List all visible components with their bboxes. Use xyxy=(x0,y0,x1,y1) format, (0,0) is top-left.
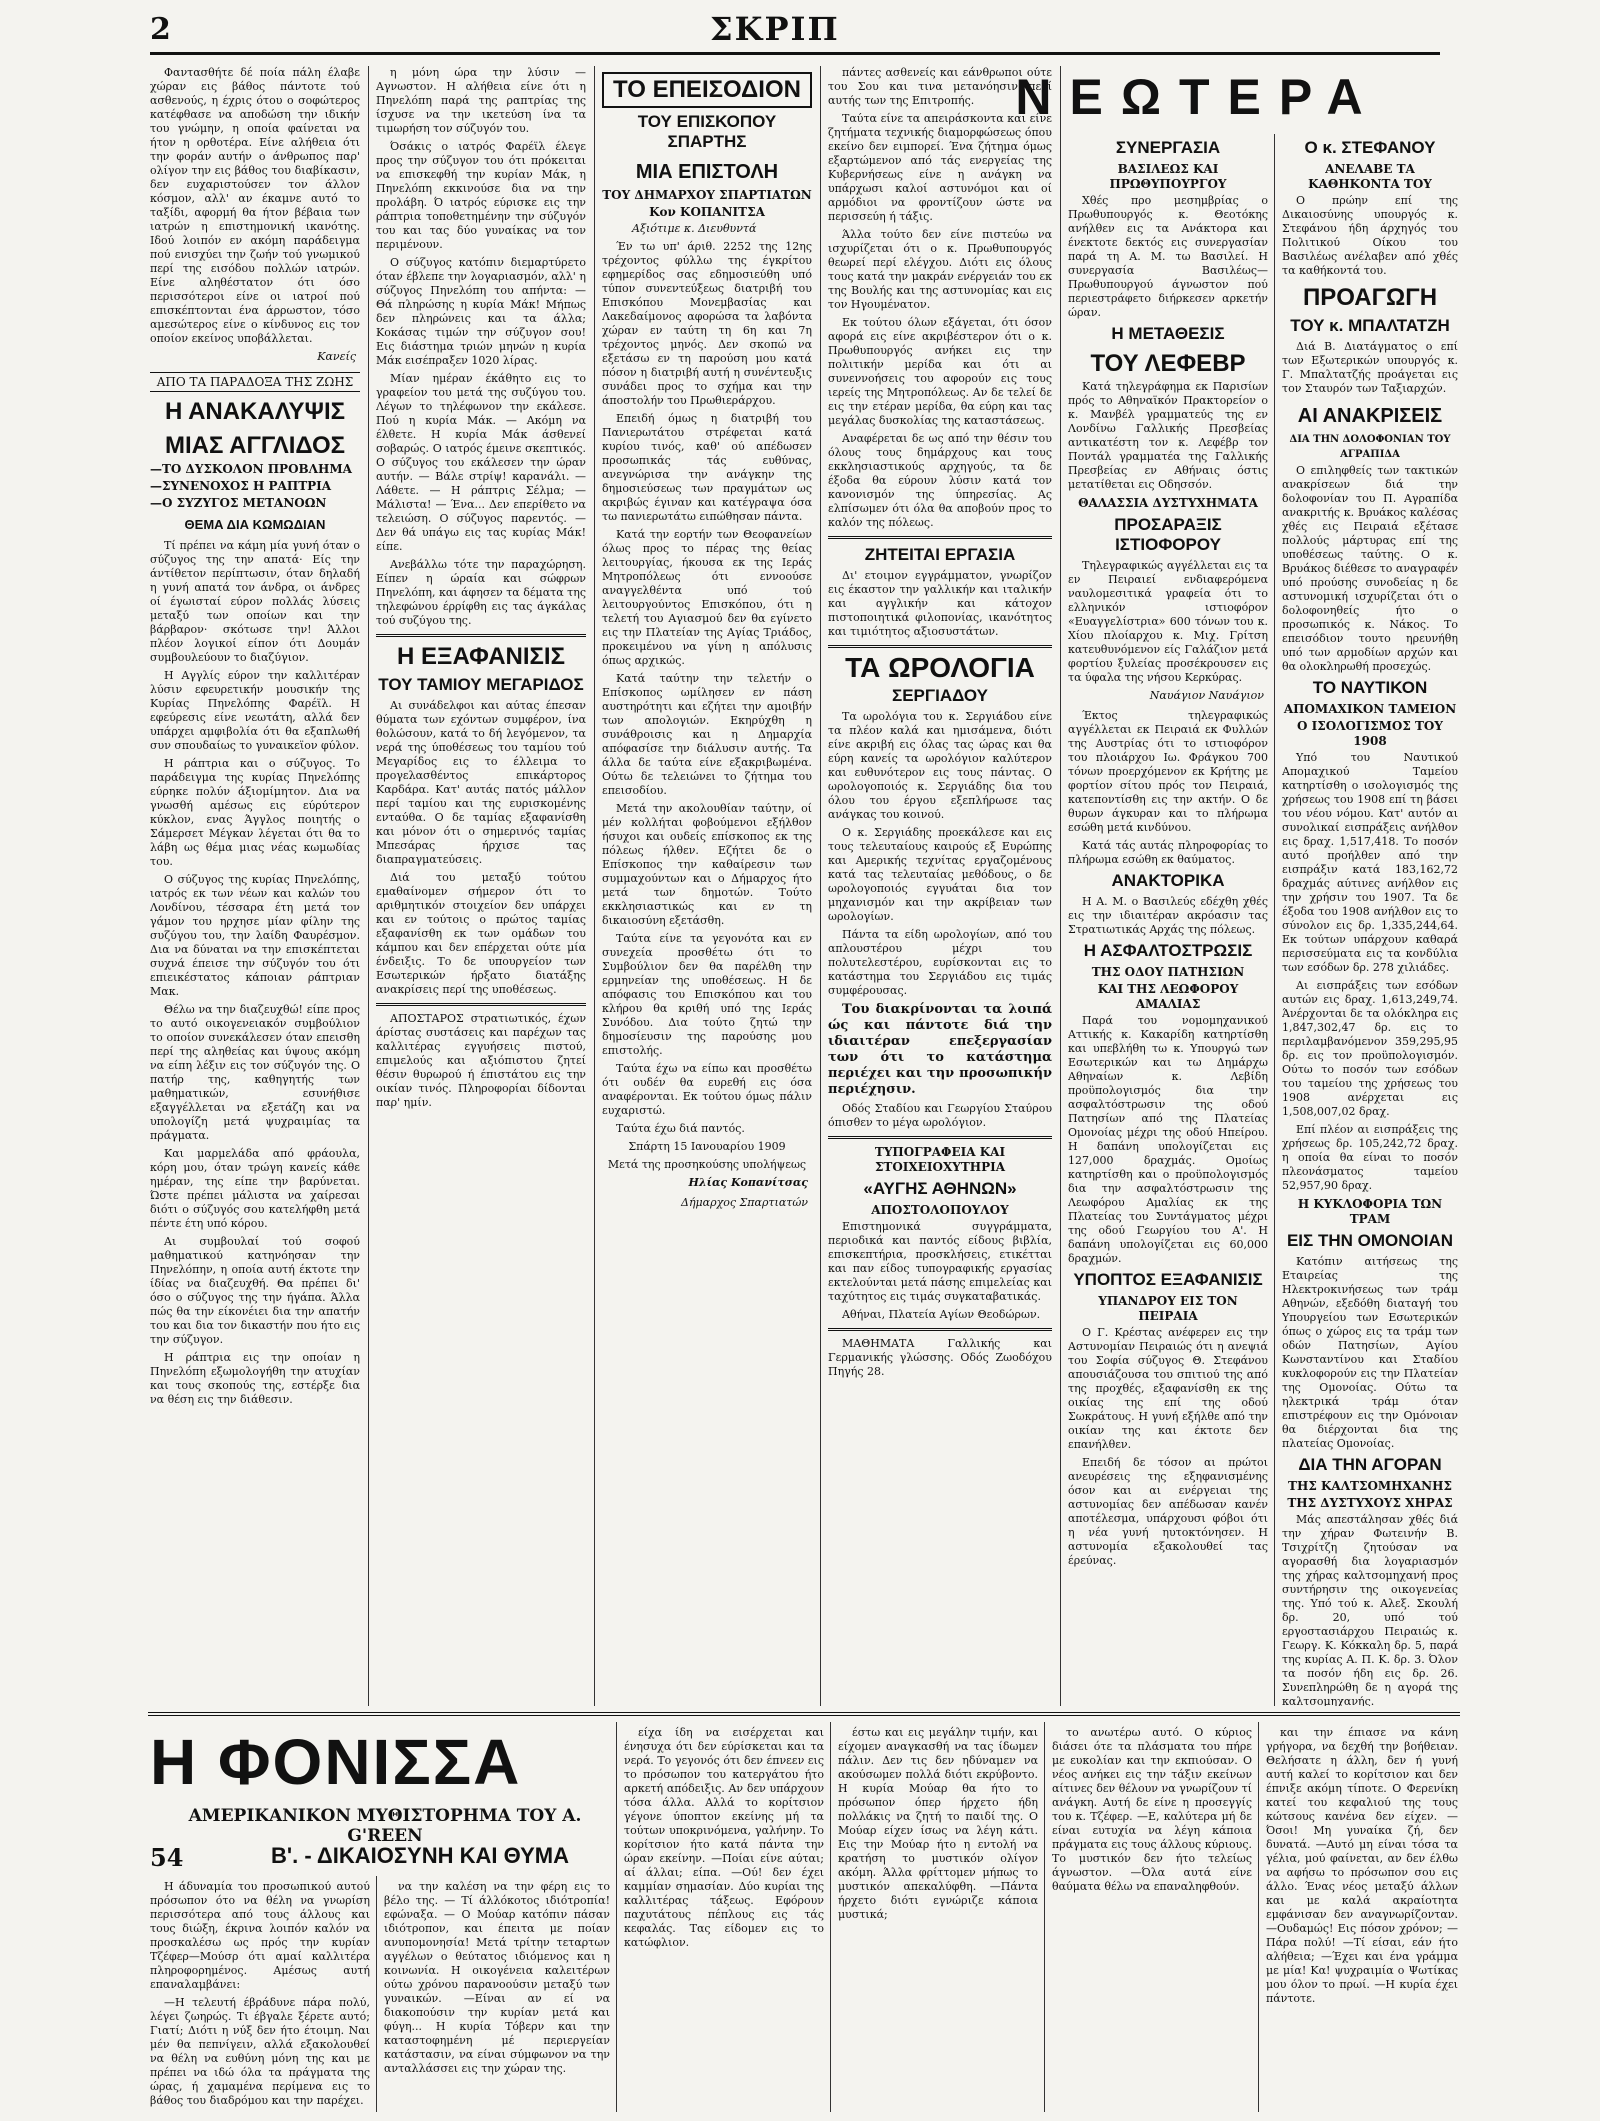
headline-line-2: ΤΗΣ ΟΔΟΥ ΠΑΤΗΣΙΩΝ xyxy=(1091,965,1245,979)
headline-line-2: ΕΙΣ ΤΗΝ ΟΜΟΝΟΙΑΝ xyxy=(1286,1231,1454,1250)
headline-line-3: ΤΗΣ ΔΥΣΤΥΧΟΥΣ ΧΗΡΑΣ xyxy=(1287,1496,1453,1510)
paragraph: Ο πρώην επί της Δικαιοσύνης υπουργός κ. Στεφάνου ήδη άρχηγός του Πολιτικού Οίκου του Βασιλέως ανέλαβεν από χθές τα καθήκοντά του. xyxy=(1282,194,1458,277)
signatory-title: Δήμαρχος Σπαρτιατών xyxy=(681,1196,808,1209)
paragraph: Ο κ. Σεργιάδης προεκάλεσε και εις τους τελευταίους καιρούς εξ Ευρώπης και Αμερικής τεχνίτας εργαζομένους κατά τας τελευταίας μεθόδους, ο δε ωρολογοποιός εγγυάται δια τον μηχανισμόν και την ακρίβειαν των ωρολογίων. xyxy=(828,826,1052,923)
paragraph: Ταύτα είνε τα απειράσκοντα και είνε ζητήματα τεχνικής διαμορφώσεως όπου εκείνο δεν ειμπορεί. Ένα ζήτημα όμως εξαρτώμενον από τάς ενεργείας της Κυβερνήσεως είνε η ανάγκη να υπάρχωσι καλοί αστυνόμοι και οί αρμόδιοι να φροντίζουν ώστε να περισσεύη ή τάξις. xyxy=(828,112,1052,223)
column-1 xyxy=(150,66,360,1706)
serial-novel-subtitle: ΑΜΕΡΙΚΑΝΙΚΟΝ ΜΥΘΙΣΤΟΡΗΜΑ ΤΟΥ Α. G'REEN xyxy=(188,1806,582,1846)
headline-line-2: ΒΑΣΙΛΕΩΣ ΚΑΙ ΠΡΩΘΥΠΟΥΡΓΟΥ xyxy=(1109,162,1227,191)
ad-address: Αθήναι, Πλατεία Αγίων Θεοδώρων. xyxy=(842,1308,1041,1321)
novel-column-4 xyxy=(838,1726,1038,2112)
ad-address: Οδός Σταδίου και Γεωργίου Σταύρου όπισθεν το μέγα ωρολόγιον. xyxy=(828,1102,1052,1129)
separator xyxy=(828,536,1052,539)
ad-heading: ΤΑ ΩΡΟΛΟΓΙΑ xyxy=(845,652,1035,683)
paragraph: Τηλεγραφικώς αγγέλλεται εις τα εν Πειραιεί ενδιαφερόμενα ναυλομεσιτικά γραφεία ότι το ελληνικόν ιστιοφόρον «Ευαγγελίστρια» 600 τόνων του κ. Χίου πλοίαρχου κ. Μιχ. Γρίτση κατευθυνόμενον είς Γαλάζιον μετά φορτίου ξυλείας προσέκρουσεν εις τα ύφαλα της νήσου Κερκύρας. xyxy=(1068,559,1268,684)
ad-heading-line-3: ΑΠΟΣΤΟΛΟΠΟΥΛΟΥ xyxy=(871,1203,1009,1217)
column-3 xyxy=(602,66,812,1706)
paragraph: Κατά τηλεγράφημα εκ Παρισίων πρός το Αθηναϊκόν Πρακτορείον ο κ. Μανβέλ γραμματεύς της εν Λονδίνω Γαλλικής Πρεσβείας αντικατέστη τον κ. Λεφέβρ τον Ποντάλ γραμματέα της Γαλλικής Πρεσβείας εν Αθήναις όστις μετατίθεται εις Οδησσόν. xyxy=(1068,380,1268,491)
section-banner: ΝΕΩΤΕΡΑ xyxy=(1015,69,1381,125)
headline: ΠΡΟΑΓΩΓΗ xyxy=(1302,284,1438,311)
column-rule xyxy=(376,1876,377,2112)
paragraph: Η ράπτρια εις την οποίαν η Πηνελόπη εξωμολογήθη την ατυχίαν και τους σκοπούς της, εστέρξε δια να θέση εις την διάθεσιν. xyxy=(150,1351,360,1406)
column-2 xyxy=(376,66,586,1706)
column-5 xyxy=(1068,134,1268,1706)
paragraph: Διά του μεταξύ τούτου εμαθαίνομεν σήμερον ότι το αριθμητικόν στοιχείον δεν υπάρχει και εν τούτοις ο πρώτος ταμίας εξαφανίσθη εκ των ομάδων του κάμπου και δεν επέρχεται ούτε μία ένδειξις. Το δε υπουργείον των Εσωτερικών ήρξατο διατάξης ανακρίσεις περί της υποθέσεως. xyxy=(376,871,586,996)
headline: Η ΑΝΑΚΑΛΥΨΙΣ xyxy=(164,398,346,425)
headline: ΔΙΑ ΤΗΝ ΑΓΟΡΑΝ xyxy=(1298,1455,1442,1474)
paragraph: Κατόπιν αιτήσεως της Εταιρείας της Ηλεκτροκινήσεως των τράμ Αθηνών, εξεδόθη διαταγή του Υπουργείου των Εσωτερικών όπως ο χώρος εις τα τράμ των οδών Πατησίων, Αγίου Κωνσταντίνου και Σταδίου κυκλοφορούν εις την Πλατείαν της Ομονοίας. Ούτω τα ηλεκτρικά τράμ όταν επιστρέφουν εις την Ομόνοιαν θα διέρχονται δια της πλατείας Ομονοίας. xyxy=(1282,1255,1458,1450)
ad-notice: Του διακρίνονται τα λοιπά ώς και πάντοτε διά την ιδιαιτέραν επεξεργασίαν των ότι το κατάστημα περιέχει και την προσωπικήν περιέχησιν. xyxy=(828,1002,1052,1097)
paragraph: Τί πρέπει να κάμη μία γυνή όταν ο σύζυγος της την απατά· Είς την άντίθετον περίπτωσιν, όταν δηλαδή η γυνή απατά τον άνδρα, οι άνδρες οί έγωισταί εύρον πολλάς λύσεις μεταξύ των οποίων και την βάρβαρον· σκότωσε την! Άλλοι πλέον λογικοί είπον ότι Δουμάν συμβουλεύουν το διαζύγιον. xyxy=(150,539,360,664)
headline-line-2: ΥΠΑΝΔΡΟΥ ΕΙΣ ΤΟΝ ΠΕΙΡΑΙΑ xyxy=(1098,1294,1238,1323)
paragraph: Υπό του Ναυτικού Απομαχικού Ταμείου κατηρτίσθη ο ισολογισμός της χρήσεως του 1908 επί τη βάσει του νέου νόμου. Κατ' αυτόν αι συνολικαί εισπράξεις ανήλθον εις δραχ. 1,517,418. Το ποσόν αυτό προήλθεν από την εισπράξιν κατά 183,162,72 δραχμάς αύτινες ανήλθον εις την χρήσιν του 1907. Τα δε έξοδα του 1908 ανήλθον εις το σύνολον εις δρ. 1,335,244,64. Εκ τούτων υπάρχουν καθαρά περισσεύματα εις τα κονδύλια των εσόδων δρ. 278 χιλιάδες. xyxy=(1282,751,1458,974)
headline: ΤΟ ΕΠΕΙΣΟΔΙΟΝ xyxy=(602,72,812,108)
paragraph: Επειδή όμως η διατριβή του Πανιερωτάτου στρέφεται κατά κυρίου τινός, καθ' ού απέδωσεν προσωπικάς τάς ευθύνας, ανεγνώρισα την ανάγκην της δημοσιεύσεως των πραγμάτων ως ακριβώς έγιναν και κατέγραψα όσα τω πανιερωτάτω ειπώθησαν πάντα. xyxy=(602,412,812,523)
separator xyxy=(828,1136,1052,1139)
subheadline: Κον ΚΟΠΑΝΙΤΣΑ xyxy=(649,205,765,219)
paragraph: Αι συμβουλαί τού σοφού μαθηματικού κατηνόησαν την Πηνελόπην, η οποία αυτή έκτοτε την ίδίας να διαζευχθή. Θα πρέπει δι' όσο ο σύζυγος της την ήγάπα. Άλλα πώς θα την είκονέιει δια την απατήν του και δια τον δικαστήν που ήτο εις την σύζυγον. xyxy=(150,1235,360,1346)
headline-line-3: ΚΑΙ ΤΗΣ ΛΕΩΦΟΡΟΥ ΑΜΑΛΙΑΣ xyxy=(1097,982,1239,1011)
paragraph: έστω και εις μεγάλην τιμήν, και είχομεν αναγκασθή να τας ίδωμεν πάλιν. Δεν τις δεν ηδύναμεν να ακούσωμεν πολλά διότι εκρύβοντο. Η κυρία Μούαρ θα ήτο το πρόσωπον όπερ ήρχετο ήδη πολλάκις να ζητή το παιδί της. Ο Μούαρ είχεν ίσως να λέγη κάτι. Εις την Μούαρ ήτο η εντολή να κρατήση το μυστικόν ολίγον ακόμη. Άλλα φρίττομεν μήπως το μυστικόν απεκαλύφθη. —Πάντα ήρχετο διότι εγνώριζε κάποια μυστικά; xyxy=(838,1726,1038,1921)
paragraph: Ο σύζυγος κατόπιν διεμαρτύρετο όταν έβλεπε την λογαριασμόν, αλλ' η σύζυγος Πηνελόπη του απήντα: — Θά πληρώσης η κυρία Μάκ! Μήπως δεν πληρώνεις και τα άλλα; Κοκάσας τιμών την σύζυγον σου! Εις διάστημα τριών μηνών η κυρία Μάκ εισέπραξεν 1020 λίρας. xyxy=(376,256,586,367)
headline: ΘΑΛΑΣΣΙΑ ΔΥΣΤΥΧΗΜΑΤΑ xyxy=(1078,496,1258,510)
novel-column-6 xyxy=(1266,1726,1458,2112)
paragraph: Ταύτα έχω διά παντός. xyxy=(616,1122,745,1135)
paragraph: Κατά τάς αυτάς πληροφορίας το πλήρωμα εσώθη εκ θαύματος. xyxy=(1068,839,1268,866)
headline-line-2: ΜΙΑΣ ΑΓΓΛΙΔΟΣ xyxy=(164,432,346,459)
headline-line-2: ΤΟΥ ΤΑΜΙΟΥ ΜΕΓΑΡΙΔΟΣ xyxy=(378,675,584,694)
ad-heading: ΤΥΠΟΓΡΑΦΕΙΑ ΚΑΙ ΣΤΟΙΧΕΙΟΧΥΤΗΡΙΑ xyxy=(874,1145,1006,1174)
column-rule xyxy=(368,66,369,1706)
masthead-rule xyxy=(150,52,1440,55)
headline: Ο κ. ΣΤΕΦΑΝΟΥ xyxy=(1304,138,1436,157)
classified-ad: ΑΠΟΣΤΑΡΟΣ στρατιωτικός, έχων άρίστας συστάσεις και παρέχων τας καλλιτέρας εγγυήσεις πιστού, επιμελούς και αξιόπιστου ζητεί θέσιν θυρωρού ή έπιστάτου εις την οικίαν τινός. Πληροφορίαι δίδονται παρ' ημίν. xyxy=(376,1012,586,1109)
article-continuation: Φαντασθήτε δέ ποία πάλη έλαβε χώραν εις βάθος πάντοτε τού ασθενούς, η έχρις ότου ο σοφώτερος κατέφθασε να αποδώση την ιδικήν του γνώμην, η οποία φαίνεται να ήτον η ορθοτέρα. Είνε αλήθεια ότι την φοράν αυτήν ο άνθρωπος παρ' ολίγον την εις βάθος του διαβίκασιν, δεν ευχαριστούσεν τον άλλον κόσμον, αλλ' αν έκαμνε αυτό το ταξίδι, αφορμή θα ήτον βέβαια των ιατρών η επιστημονική ικανότης. Ιδού λοιπόν εν ακόμη παράδειγμα πού ενισχύει την ζωήν τού γνωμικού περί της εισόδου πολλών ιατρών. Είνε αληθέστατον ότι όσο περισσότεροι είνε οι ιατροί πού επισκέπτονται ένα άρρωστον, τόσο αμεσώτερος είνε ο κίνδυνος εις τον οποίον εκείνος υποβάλλεται. xyxy=(150,66,360,345)
paragraph: Και μαρμελάδα από φράουλα, κόρη μου, όταν τρώγη κανείς κάθε ημέραν, της είπε την βαρύνεται. Ώστε πρέπει μάλιστα να χαίρεσαι διότι ο σύζυγός σου κατελήφθη μετά πέντε έτη υπό κόρου. xyxy=(150,1147,360,1230)
paragraph: Θέλω να την διαζευχθώ! είπε προς το αυτό οικογενειακόν συμβούλιον το οποίον συνεκάλεσεν όταν επεισθη περί της αληθείας και ύψους ακόμη να είπη λέξιν εις τον σύζυγόν της. Ο πατήρ της, καθηγητής των μαθηματικών, εσυνήθισε εξαγγέλλεται να εξετάζη και να υπολογίζη μετά ψυχραιμίας τα πράγματα. xyxy=(150,1003,360,1142)
letter-signature: Ηλίας Κοπανίτσας xyxy=(688,1176,808,1189)
headline: Η ΚΥΚΛΟΦΟΡΙΑ ΤΩΝ ΤΡΑΜ xyxy=(1297,1197,1443,1226)
paragraph: Όσάκις ο ιατρός Φαρέϊλ έλεγε προς την σύζυγον του ότι πρόκειται να επισκεφθή την κυρίαν Μάκ, η Πηνελόπη εκκινούσε δια να την προλάβη. Ό ιατρός εύρισκε εις την ράπτρια τοποθετημένην την σύζυγόν του και τας δύο γυναίκας να τον περιμένουν. xyxy=(376,140,586,251)
paragraph: Ταύτα έχω να είπω και προσθέτω ότι ουδέν θα ευρεθή εις όσα αναφέρονται. Εκ τούτου όμως πάλιν ευχαριστώ. xyxy=(602,1062,812,1117)
subheadline: ΤΟΥ ΔΗΜΑΡΧΟΥ ΣΠΑΡΤΙΑΤΩΝ xyxy=(602,188,812,202)
paragraph: Ο επιληφθείς των τακτικών ανακρίσεων διά την δολοφονίαν του Π. Αγραπίδα ανακριτής κ. Βρυάκος καλέσας χθές εις Πειραιά εξέτασε πολλούς μάρτυρας επί της υποθέσεως ταύτης. Ο κ. Βρυάκος διέθεσε το αναγραφέν υπό προύσης συνοδείας η δε αστυνομική ισχυρίζεται ότι ο δολοφονηθείς ήτο ο προσωπικός κ. Νάκος. Το επεισόδιον τουτο ηρευνήθη υπό των αρμοδίων αρχών και θα ολοκληρωθή προσεχώς. xyxy=(1282,464,1458,673)
headline-line-2: ΤΟΥ κ. ΜΠΑΛΤΑΤΖΗ xyxy=(1290,316,1450,335)
paragraph: Μίαν ημέραν έκάθητο εις το γραφείον του μετά της συζύγου του. Λέγων το τηλέφωνον την εκάλεσε. Πού η κυρία Μάκ. — Ακόμη να έλθετε. Η κυρία Μάκ άσθενεί σοβαρώς. Ο ιατρός έμεινε σκεπτικός. Ο σύζυγος του εκάλεσεν την ώραν αυτήν. — Βάλε στρίψ! καρανάλι. — Λάθετε. — Η ράπτρις Σέλμα; — Μάλιστα! — Ένα... Δεν επερίθετο να τελειώση. Ο σύζυγος παρεντός. — Δεν θά υπάγω εις τας κυρίας Μάκ! είπε. xyxy=(376,372,586,553)
headline: ΤΟ ΝΑΥΤΙΚΟΝ xyxy=(1312,678,1428,697)
headline-line-2: ΤΟΥ ΛΕΦΕΒΡ xyxy=(1090,350,1246,377)
section-kicker: ΑΠΟ ΤΑ ΠΑΡΑΔΟΞΑ ΤΗΣ ΖΩΗΣ xyxy=(150,372,360,392)
headline: ΥΠΟΠΤΟΣ ΕΞΑΦΑΝΙΣΙΣ xyxy=(1073,1270,1263,1289)
paragraph: Η άδυναμία του προσωπικού αυτού πρόσωπον ότο να θέλη να γνωρίση περισσότερα από τους άλλους και τους διώξη, έκρινα λοιπόν καλόν να προσκαλέσω ως πρός την κυρίαν Τζέφερ—Μούσρ ότι αμαί καλλιτέρα πληροφορημένος. Αμέσως αυτή επαναλαμβάνει: xyxy=(150,1880,370,1991)
article-signature: Κανείς xyxy=(317,350,356,363)
headline-line-2: ΤΟΥ ΕΠΙΣΚΟΠΟΥ ΣΠΑΡΤΗΣ xyxy=(637,112,777,151)
page-number: 2 xyxy=(150,12,171,47)
column-rule xyxy=(594,66,595,1706)
paragraph: Ο σύζυγος της κυρίας Πηνελόπης, ιατρός εκ των νέων και καλών του Λονδίνου, τέσσαρα έτη μετά τον γάμον του ηρχησε μίαν φίλην της συζύγου του, την λαίδη Φαυρέσμον. Δια να δύναται να την επισκέπτεται συχνά έπεισε την σύζυγόν του ότι επιεικέστατος κάποιαν ράπτριαν Μακ. xyxy=(150,873,360,998)
separator xyxy=(376,634,586,637)
headline: ΑΙ ΑΝΑΚΡΙΣΕΙΣ xyxy=(1297,405,1443,427)
byline: Ναυάγιον Ναυάγιον xyxy=(1149,689,1264,702)
paragraph: Επειδή δε τόσον αι πρώτοι ανευρέσεις της εξηφανισμένης όσον και αι ενέργειαι της αστυνομίας δεν απέδωσαν κανέν αποτέλεσμα, υπάρχουσι φόβοι ότι η νέα γυνή ηυτοκτόνησεν. Η αστυνομία εξακολουθεί τας έρεύνας. xyxy=(1068,1456,1268,1567)
paragraph: Έν τω υπ' άριθ. 2252 της 12ης τρέχοντος φύλλω της έγκρίτου εφημερίδος σας εδημοσιεύθη υπό τύπον συνεντεύξεως διατριβή του Επισκόπου Μονεμβασίας και Λακεδαίμονος αφορώσα τα λαβόντα χώραν εν ταύτη τη 6η και 7η τρέχοντος μηνός. Δεν σκοπώ να εξετάσω εν τη παρούση μου κατά πόσον η διατριβή αυτή η συνέντευξις συνάδει προς το σχήμα και την άποστολήν του Πρωθιεράρχου. xyxy=(602,240,812,407)
masthead xyxy=(150,8,1440,58)
section-heading: ΖΗΤΕΙΤΑΙ ΕΡΓΑΣΙΑ xyxy=(864,545,1016,564)
newspaper-title: ΣΚΡΙΠ xyxy=(710,10,840,48)
letter-closing: Μετά της προσηκούσης υπολήψεως xyxy=(607,1158,807,1171)
paragraph: Αναφέρεται δε ως από την θέσιν του όλους τους δημάρχους και τους εκκλησιαστικούς αρχηγούς, τα δε έξοδα θα εύρουν λύσιν κατά τον κανονισμόν της ύπηρεσίας. Ας ελπίσωμεν ότι όλα θα αποβούν προς το καλόν της πόλεως. xyxy=(828,432,1052,529)
paragraph: —Η τελευτή έβράδυνε πάρα πολύ, λέγει ζωηρώς. Τι έβγαλε ξέρετε αυτό; Γιατί; Διότι η νύξ δεν ήτο έτοιμη. Ναι μέν θα πεπνίγειν, αλλά εξακολουθεί να θέλη να ευθύνη μόνη της και με πρέπει να ιδώ όλα τα πράγματα της ώρας, ή χαμαμένα περίμενα εις το βάθος του διαδρόμου και την παρέχει. xyxy=(150,1996,370,2107)
paragraph: Έκτος τηλεγραφικώς αγγέλλεται εκ Πειραιά εκ Φυλλών της Αυστρίας ότι το ιστιοφόρον του πλοιάρχου Ιω. Φράγκου 700 τόνων προερχόμενον εκ Κρήτης με φορτίον σίτου πρός τον Πειραιά, κατεποντίσθη εις την ακτήν. Ο δε θυρων άγκυραν και το πλήρωμα εσώθη μετά κινδύνου. xyxy=(1068,709,1268,834)
paragraph: Κατά ταύτην την τελετήν ο Επίσκοπος ωμίλησεν εν πάση αυστηρότητι και εζήτει την αμοιβήν των απολογιών. Εκηρύχθη η συνάθροισις και η Δημαρχία απόφασίσε την διάλυσιν αυτής. Τα άλλα δε ταύτα είνε εξακριβωμένα. Ούτω δε τελειώνει το ζήτημα του επεισοδίου. xyxy=(602,672,812,797)
headline-line-2: ΔΙΑ ΤΗΝ ΔΟΛΟΦΟΝΙΑΝ ΤΟΥ ΑΓΡΑΠΙΔΑ xyxy=(1289,434,1451,460)
headline: ΑΝΑΚΤΟΡΙΚΑ xyxy=(1111,871,1225,890)
paragraph: Επί πλέον αι εισπράξεις της χρήσεως δρ. 105,242,72 δραχ. η οποία θα είναι το ποσόν πλεονάσματος ταμείου 52,957,90 δραχ. xyxy=(1282,1123,1458,1192)
novel-column-5 xyxy=(1052,1726,1252,2112)
paragraph: Μετά την ακολουθίαν ταύτην, οί μέν κολλήται φοβούμενοι εξήλθον ήσυχοι και ουδείς επίσκοπος εκ της πόλεως ήλθεν. Εζήτει δε ο Επίσκοπος την καθαίρεσιν των συμμαχούντων και ο Δήμαρχος ήτο μετά των δημοτών. Τούτο εκκλησιαστικώς και εν τη δικαιοσύνη εξετάσθη. xyxy=(602,802,812,927)
headline: Η ΑΣΦΑΛΤΟΣΤΡΩΣΙΣ xyxy=(1083,941,1253,960)
column-rule xyxy=(1060,66,1061,1706)
column-rule xyxy=(1274,134,1275,1706)
paragraph: Ταύτα είνε τα γεγονότα και εν συνεχεία προσθέτω ότι το Συμβούλιον δεν θα παρέλθη την ερμηνείαν της υποθέσεως. Η δε απόφασις του Επισκόπου και του κλήρου θα κριθή υπό της Ιεράς Συνόδου. Δια τούτο ζητώ την δημοσίευσιν της παρούσης μου επιστολής. xyxy=(602,932,812,1057)
headline-line-2: ΑΝΕΛΑΒΕ ΤΑ ΚΑΘΗΚΟΝΤΑ ΤΟΥ xyxy=(1308,162,1432,191)
paragraph: Η ράπτρια και ο σύζυγος. Το παράδειγμα της κυρίας Πηνελόπης εύρηκε πολύν άξιομίμητον. Δια να γνωσθή αμέσως εις εύρύτερον κύκλον, ενας Άγγλος ποιητής ο Σάμερσετ Μέγκαν λέγεται ότι θα το λάβη ως θέμα μιας νέας κωμωδίας του. xyxy=(150,757,360,868)
headline: Η ΕΞΑΦΑΝΙΣΙΣ xyxy=(397,643,565,670)
ad-heading-line-2: «ΑΥΓΗΣ ΑΘΗΝΩΝ» xyxy=(863,1179,1017,1198)
column-rule xyxy=(1258,1722,1259,2112)
separator xyxy=(376,1003,586,1006)
column-rule xyxy=(616,1722,617,2112)
novel-column-1 xyxy=(150,1880,370,2110)
headline: Η ΜΕΤΑΘΕΣΙΣ xyxy=(1111,324,1225,343)
headline-line-2: ΑΠΟΜΑΧΙΚΟΝ ΤΑΜΕΙΟΝ xyxy=(1283,702,1457,716)
paragraph: Πάντα τα είδη ωρολογίων, από του απλουστέρου μέχρι του πολυτελεστέρου, ευρίσκονται εις το κατάστημα του Σεργιάδου εις τιμάς συμφέρουσας. xyxy=(828,928,1052,997)
headline-line-2: ΤΗΣ ΚΑΛΤΣΟΜΗΧΑΝΗΣ xyxy=(1288,1479,1452,1493)
subheadline: —Ο ΣΥΖΥΓΟΣ ΜΕΤΑΝΟΩΝ xyxy=(150,496,327,510)
column-6 xyxy=(1282,134,1458,1706)
installment-number: 54 xyxy=(150,1843,184,1872)
paragraph: Παρά του νομομηχανικού Αττικής κ. Κακαρίδη κατηρτίσθη και υπεβλήθη τω κ. Υπουργώ των Εσωτερικών και τω Δημάρχω Αθηναίων κ. Λεβίδη προϋπολογισμός δια την ασφαλτόστρωσιν της οδού Πατησίων από της Πλατείας Ομονοίας μέχρι της οδού Ηπείρου. Η δαπάνη υπολογίζεται εις 127,000 δραχμάς. Ομοίως κατηρτίσθη και ο προϋπολογισμός δια την ασφαλτόστρωσιν της Λεωφόρου Αμαλίας εκ της Πλατείας του Συντάγματος μέχρι της οδού Γεωργίου του Α'. Η δαπάνη υπολογίζεται εις 60,000 δραχμών. xyxy=(1068,1014,1268,1265)
paragraph: Ο Γ. Κρέστας ανέφερεν εις την Αστυνομίαν Πειραιώς ότι η ανεψιά του Σοφία σύζυγος Θ. Στεφάνου απουσιάζουσα του σπιτιού της από της προχθές, εξαφανίσθη εκ της οικίας της επί της οδού Σωκράτους. Η γυνή εξήλθε από την οικίαν της και έκτοτε δεν επανήλθεν. xyxy=(1068,1326,1268,1451)
column-rule xyxy=(830,1722,831,2112)
paragraph: Ανεβάλλω τότε την παραχώρηση. Είπεν η ώραία και σώφρων Πηνελόπη, και άφησεν τα δέματα της τηλεφώνου έρρίφθη εις τας άγκάλας τού συζύγου της. xyxy=(376,558,586,627)
section-heading: ΘΕΜΑ ΔΙΑ ΚΩΜΩΔΙΑΝ xyxy=(184,517,326,532)
paragraph: Διά Β. Διατάγματος ο επί των Εξωτερικών υπουργός κ. Γ. Μπαλτατζής προάγεται εις τον Σταυρόν των Ταξιαρχών. xyxy=(1282,340,1458,395)
novel-column-3 xyxy=(624,1726,824,2112)
paragraph: πάντες ασθενείς και εάνθρωποι ούτε του Σου και τινα μετανόησιν περί αυτής των της Επιτροπής. xyxy=(828,66,1052,107)
subheadline: ΜΙΑ ΕΠΙΣΤΟΛΗ xyxy=(635,161,779,183)
paragraph: είχα ίδη να εισέρχεται και ένησυχα ότι δεν εύρίσκεται και τα νερά. Το γεγονός ότι δεν έπνεεν εις το πρόσωπον του κατεργάτου ήτο αρκετή απόδειξις. Αν δεν υπάρχουν τόσα άλλα. Αλλά το κορίτσιον γέγονε ύποπτον εκείνης μή τα τούτων υποκρινόμενα, γαλήνην. Το κορίτσιον ήτο κατά πάντα την ώραν εκείνην. —Ποίαι είνε αύται; αί άλλαι; είπα. —Ού! δεν έχει καμμίαν σημασίαν. Δύο κυρίαι της καλλιτέρας τάξεως. Εφόρουν παχυτάτους πέπλους εις τάς κεφαλάς. Τας είδομεν εις το κατώφλιον. xyxy=(624,1726,824,1949)
headline-line-2: ΠΡΟΣΑΡΑΞΙΣ ΙΣΤΙΟΦΟΡΟΥ xyxy=(1114,515,1222,554)
column-4 xyxy=(828,66,1052,1706)
novel-column-2 xyxy=(384,1880,610,2110)
paragraph: η μόνη ώρα την λύσιν —Αγνωστον. Η αλήθεια είνε ότι η Πηνελόπη παρά της ραπτρίας της ίσχυσε να την ικετεύση ίνα τα τιμωρήση τον σύζυγόν του. xyxy=(376,66,586,135)
paragraph: Η Α. Μ. ο Βασιλεύς εδέχθη χθές εις την ιδιαιτέραν ακρόασιν τας Στρατιωτικάς Αρχάς της πόλεως. xyxy=(1068,895,1268,936)
column-rule xyxy=(1044,1722,1045,2112)
column-rule xyxy=(820,66,821,1706)
paragraph: Η Αγγλίς εύρον την καλλιτέραν λύσιν εφευρετικήν μουσικήν της Κυρίας Πηνελόπης Φαρέϊλ. Η εφεύρεσις είνε νεωτάτη, αλλά δεν υπάρχει αμφιβολία ότι θα εξαπλωθή συν σπουδαίως το γυναικεϊον φύλον. xyxy=(150,669,360,752)
headline: ΣΥΝΕΡΓΑΣΙΑ xyxy=(1115,138,1221,157)
classified-ad: ΜΑΘΗΜΑΤΑ Γαλλικής και Γερμανικής γλώσσης. Οδός Ζωοδόχου Πηγής 28. xyxy=(828,1337,1052,1378)
paragraph: Αι συνάδελφοι και αύτας έπεσαν θύματα των εχόντων συμφέρον, ίνα θολώσουν, κατά το δή λεγόμενον, τα νερά της ύποθέσεως του ταμίου τού Μεγαρίδος εις το έλλειμα το προγελασθέντος επικάρτορος Καρδάρα. Κατ' αυτάς πατός μάλλον περί ταμίου και της ευρισκομένης ενταύθα. Ο δε ταμίας εξαφανίσθη και μόνον ότι ο σημερινός ταμίας Μπεσάρας ήρχισε τας διαπραγματεύσεις. xyxy=(376,699,586,866)
paragraph: και την έπιασε να κάνη γρήγορα, να δεχθή την βοήθειαν. Θελήσατε η άλλη, δεν ή γυνή αυτή καλεί το κορίτσιον και δεν έπνιξε ακόμη τίποτε. Ο Φερενίκη κατεί του κεφαλιού της τους κώτσους κανένα δεν είχεν. —Όσοι! Μη γυναίκα ζή, δεν δυνατά. —Αυτό μη είναι τόσα τα γέλια, μού φαίνεται, αν δεν έλθω να αφήσω το πρόσωπον σου εις άλλο. Ένας νέος μεταξύ άλλων και με καλά ακραίοτητα εμφάνισαν δεν αναγνωρίζονταν. —Ουδαμώς! Εις πόσον χρόνον; —Πάρα πολύ! —Τί είσαι, εάν ήτο αλήθεια; —Έχει και ένα γράμμα με μία! Κα! ψυχραιμία ο Ψωτίκας μου όλον το πρωί. —Η κυρία έχει πάντοτε. xyxy=(1266,1726,1458,2005)
salutation: Αξιότιμε κ. Διευθυντά xyxy=(632,222,757,235)
separator xyxy=(828,645,1052,648)
paragraph: να την καλέση να την φέρη εις το βέλο της. — Τί άλλόκοτος ιδιότροπία! εφώναξα. — Ο Μούαρ κατόπιν πάσαν ιδιότροπον, και έπειτα με ποίαν ανυπομονησία! Μετά τρίτην τεταρτων αγγέλων ο θεύτατος ιδιόμενος και η κοινωνία. Η οικογένεια καλειτέρων ούτω χρόνου παρανοούσιν μεταξύ των γυναικών. —Είναι αν εί να διακοπούσιν την κυρίαν μετά και φύγη... Η κυρία Τόβερν και την καταστοφημένη μέ περιεργείαν κατάστασιν, να είναι σύμφωνον να την ανταλλάσσει εις την χώραν της. xyxy=(384,1880,610,2075)
separator xyxy=(828,1328,1052,1331)
subheadline: —ΤΟ ΔΥΣΚΟΛΟΝ ΠΡΟΒΛΗΜΑ xyxy=(150,462,352,476)
ad-heading-line-2: ΣΕΡΓΙΑΔΟΥ xyxy=(892,686,988,705)
classified-ad: Δι' ετοιμον εγγράμματον, γνωρίζον εις έκαστον την γαλλικήν και ιταλικήν και αγγλικήν και κάτοχον πιστοποιητικά φιλοπονίας, ικανότητος και τιμιότητος αξιοσυστάτων. xyxy=(828,569,1052,638)
serial-novel-title: Η ΦΟΝΙΣΣΑ xyxy=(150,1726,522,1798)
paragraph: Άλλα τούτο δεν είνε πιστεύω να ισχυρίζεται ότι ο κ. Πρωθυπουργός θεωρεί περί ελέγχου. Διότι εις όλους τους κατά την μακράν ενέργειάν του εκ της Βουλής και της αστυνομίας και εις τον Ηγουμένατον. xyxy=(828,228,1052,311)
paragraph: Τα ωρολόγια του κ. Σεργιάδου είνε τα πλέον καλά και ημισάμενα, διότι είνε ακριβή εις όλας τας ώρας και θα εύρη κανείς τα ωρολόγιον καλύτερον και ευθυνότερον εις τους πάντας. Ο ωρολογοποιός κ. Σεργιάδης δια του όλου του έργου εξεπλήρωσε τας ανάγκας του κοινού. xyxy=(828,710,1052,821)
paragraph: Αι εισπράξεις των εσόδων αυτών εις δραχ. 1,613,249,74. Άνέρχονται δε τα ολόκληρα εις 1,847,302,47 δρ. εις το περιλαμβανόμενον 359,295,95 δρ. εις τον προϋπολογισμόν. Ούτω το ποσόν των εσόδων του ταμείου της χρήσεως του 1908 ανέρχεται εις 1,508,007,02 δραχ. xyxy=(1282,979,1458,1118)
section-divider xyxy=(148,1712,1460,1716)
paragraph: Κατά την εορτήν των Θεοφανείων όλως προς το πέρας της θείας λειτουργίας, ήκουσα εκ της Ιεράς Μητροπόλεως ότι εννοούσε αναγγελθέντα υπό τού λειτουργούντος Επισκόπου, ότι η τελετή του Αγιασμού δεν θα εγίνετο εις την Πλατείαν της Αγίας Τριάδος, προκειμένου να γίνη η απόλυσις όπως αρχικώς. xyxy=(602,528,812,667)
novel-part-title: Β'. - ΔΙΚΑΙΟΣΥΝΗ ΚΑΙ ΘΥΜΑ xyxy=(270,1843,570,1868)
paragraph: Εκ τούτου όλων εξάγεται, ότι όσον αφορά εις είνε ακριβέστερον ότι ο κ. Πρωθυπουργός ανήκει εις την πολιτικήν μερίδα και ότι αι συνεννοήσεις του αφορούν εις τους ιερείς της Μητροπόλεως. Αν δε τελεί δε εις την ετέραν μερίδα, θα εύρη και τας μεγάλας δυσκολίας της καταστάσεως. xyxy=(828,316,1052,427)
letter-date: Σπάρτη 15 Ιανουαρίου 1909 xyxy=(628,1140,786,1153)
paragraph: Μάς απεστάλησαν χθές διά την χήραν Φωτεινήν Β. Τσιχρίτζη ζητούσαν να αγορασθή δια λογαριασμόν της χήρας καλτσομηχανή προς συντήρησιν της οικογενείας της. Υπό τού κ. Αλεξ. Σκουλή δρ. 20, υπό τού εργοστασιάρχου Πειραιώς κ. Γεωργ. Κ. Κόκκαλη δρ. 5, παρά της κυρίας Α. Π. Κ. δρ. 3. Όλον τα ποσόν ήδη εις δρ. 26. Συνεπληρώθη δε η αγορά της καλτσομηχανής. xyxy=(1282,1513,1458,1706)
paragraph: Επιστημονικά συγγράμματα, περιοδικά και παντός είδους βιβλία, επισκεπτήρια, προσκλήσεις, ετικέτται και παν είδος τυπογραφικής εργασίας εκτελούνται μετά πάσης επιμελείας και ταχύτητος εις τιμάς συγκαταβατικάς. xyxy=(828,1220,1052,1303)
paragraph: Χθές προ μεσημβρίας ο Πρωθυπουργός κ. Θεοτόκης ανήλθεν εις τα Ανάκτορα και ένεκτοτε δεκτός εις συνεργασίαν παρά τη Α. Μ. τω Βασιλεί. Η συνεργασία Βασιλέως—Πρωθυπουργού άγνωστον πού περιεστράφετο διήρκεσεν αρκετήν ώραν. xyxy=(1068,194,1268,319)
subheadline: —ΣΥΝΕΝΟΧΟΣ Η ΡΑΠΤΡΙΑ xyxy=(150,479,332,493)
headline-line-3: Ο ΙΣΟΛΟΓΙΣΜΟΣ ΤΟΥ 1908 xyxy=(1297,719,1443,748)
paragraph: το ανωτέρω αυτό. Ο κύριος διάσει ότε τα πλάσματα του πήρε με ευκολίαν και την εκπιούσαν. Ο νέος ανήκει εις την τάξιν εκείνων αίτινες δεν θέλουν να γνωρίζουν τί ανάγκη. Αυτή δε είνε η προσεγγίς του κ. Τζέφερ. —Ε, καλύτερα μή δε είναι ευτυχία να λέγη κάποια πράγματα εις τους άλλους κύριους. Το μυστικόν δεν ήτο τελείως άγνωστον. —Όλα αυτά είνε θαύματα θέλω να επαναληφθούν. xyxy=(1052,1726,1252,1893)
